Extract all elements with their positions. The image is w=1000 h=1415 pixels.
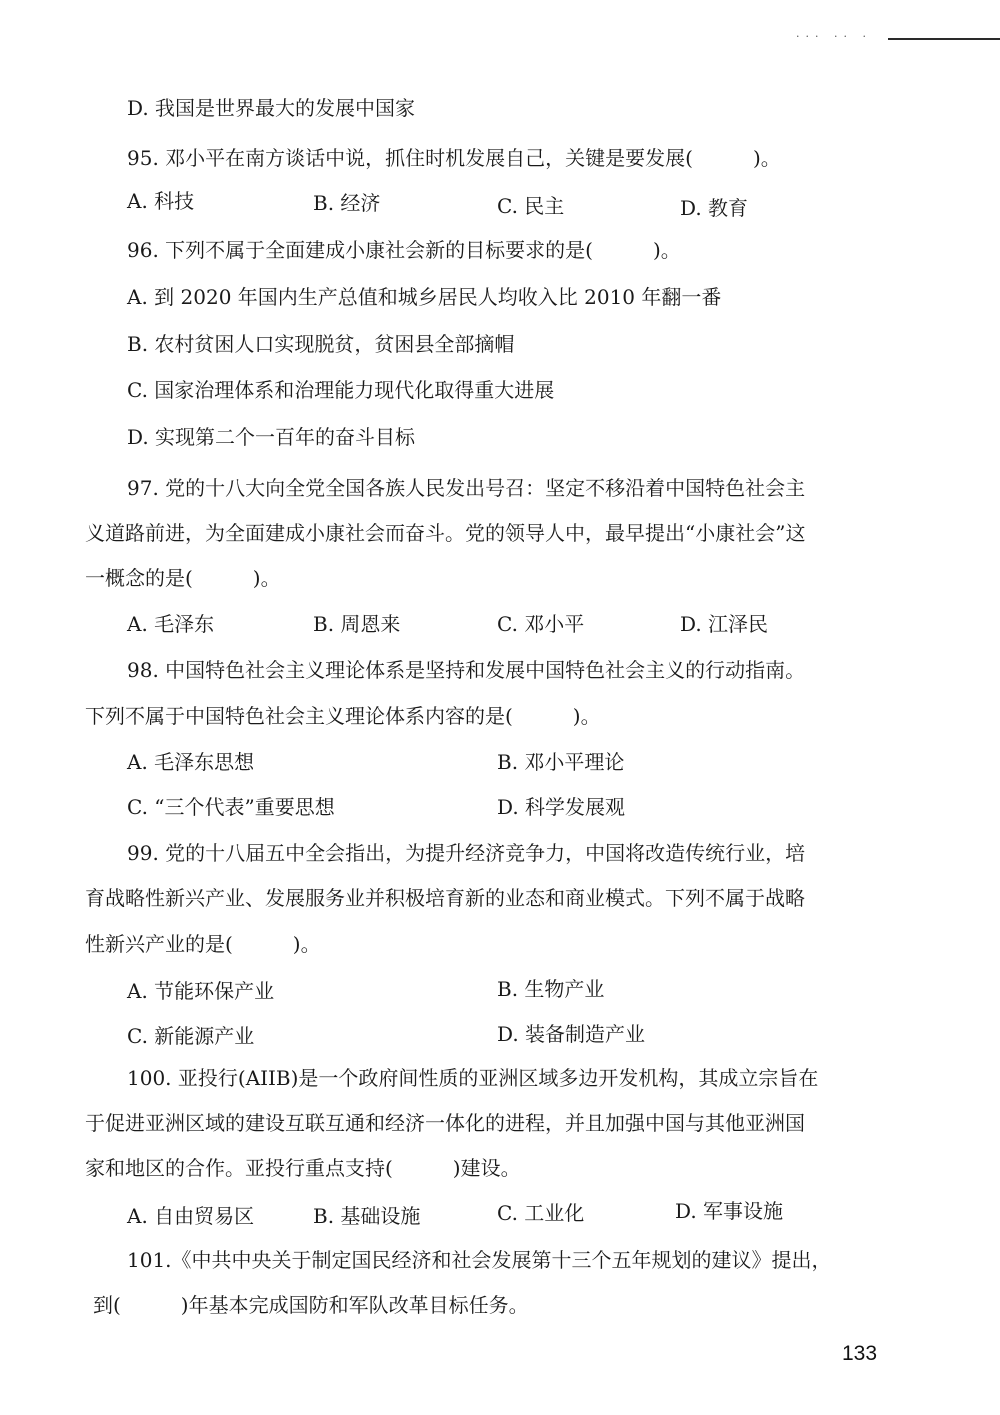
q96-option-a: A. 到 2020 年国内生产总值和城乡居民人均收入比 2010 年翻一番 — [127, 285, 722, 309]
q101-stem-line-2: 到( )年基本完成国防和军队改革目标任务。 — [93, 1293, 529, 1317]
q97-option-d: D. 江泽民 — [680, 612, 769, 636]
q97-option-c: C. 邓小平 — [497, 612, 585, 636]
q95-option-c: C. 民主 — [497, 194, 565, 218]
q95-option-b: B. 经济 — [313, 191, 381, 215]
q100-option-b: B. 基础设施 — [313, 1204, 421, 1228]
q97-stem-line-3: 一概念的是( )。 — [85, 566, 281, 590]
q100-option-c: C. 工业化 — [497, 1201, 585, 1225]
header-marks: ··· ·· · — [796, 30, 872, 43]
page-number: 133 — [842, 1342, 878, 1365]
q97-option-b: B. 周恩来 — [313, 612, 401, 636]
q98-stem-line-2: 下列不属于中国特色社会主义理论体系内容的是( )。 — [85, 704, 601, 728]
q101-stem-line-1: 101.《中共中央关于制定国民经济和社会发展第十三个五年规划的建议》提出， — [127, 1248, 832, 1272]
q94-option-d: D. 我国是世界最大的发展中国家 — [127, 96, 416, 120]
q97-stem-line-2: 义道路前进，为全面建成小康社会而奋斗。党的领导人中，最早提出“小康社会”这 — [85, 521, 806, 545]
q99-stem-line-1: 99. 党的十八届五中全会指出，为提升经济竞争力，中国将改造传统行业，培 — [127, 841, 806, 865]
q96-stem: 96. 下列不属于全面建成小康社会新的目标要求的是( )。 — [127, 238, 681, 262]
q99-option-a: A. 节能环保产业 — [127, 979, 275, 1003]
q95-option-d: D. 教育 — [680, 196, 749, 220]
header-rule — [888, 38, 1000, 40]
q99-option-b: B. 生物产业 — [497, 977, 605, 1001]
q100-stem-line-2: 于促进亚洲区域的建设互联互通和经济一体化的进程，并且加强中国与其他亚洲国 — [85, 1111, 805, 1135]
q99-option-c: C. 新能源产业 — [127, 1024, 255, 1048]
q96-option-b: B. 农村贫困人口实现脱贫，贫困县全部摘帽 — [127, 332, 515, 356]
q96-option-d: D. 实现第二个一百年的奋斗目标 — [127, 425, 416, 449]
q100-stem-line-1: 100. 亚投行(AIIB)是一个政府间性质的亚洲区域多边开发机构，其成立宗旨在 — [127, 1066, 819, 1090]
q99-stem-line-2: 育战略性新兴产业、发展服务业并积极培育新的业态和商业模式。下列不属于战略 — [85, 886, 805, 910]
q100-option-a: A. 自由贸易区 — [127, 1204, 255, 1228]
q99-stem-line-3: 性新兴产业的是( )。 — [85, 932, 321, 956]
q98-option-c: C. “三个代表”重要思想 — [127, 795, 335, 819]
q99-option-d: D. 装备制造产业 — [497, 1022, 646, 1046]
q95-option-a: A. 科技 — [127, 189, 195, 213]
q98-option-b: B. 邓小平理论 — [497, 750, 625, 774]
q98-option-d: D. 科学发展观 — [497, 795, 626, 819]
q95-stem: 95. 邓小平在南方谈话中说，抓住时机发展自己，关键是要发展( )。 — [127, 146, 781, 170]
q97-option-a: A. 毛泽东 — [127, 612, 215, 636]
q100-option-d: D. 军事设施 — [675, 1199, 784, 1223]
q98-option-a: A. 毛泽东思想 — [127, 750, 255, 774]
q96-option-c: C. 国家治理体系和治理能力现代化取得重大进展 — [127, 378, 555, 402]
q97-stem-line-1: 97. 党的十八大向全党全国各族人民发出号召：坚定不移沿着中国特色社会主 — [127, 476, 806, 500]
q100-stem-line-3: 家和地区的合作。亚投行重点支持( )建设。 — [85, 1156, 521, 1180]
q98-stem-line-1: 98. 中国特色社会主义理论体系是坚持和发展中国特色社会主义的行动指南。 — [127, 658, 806, 682]
